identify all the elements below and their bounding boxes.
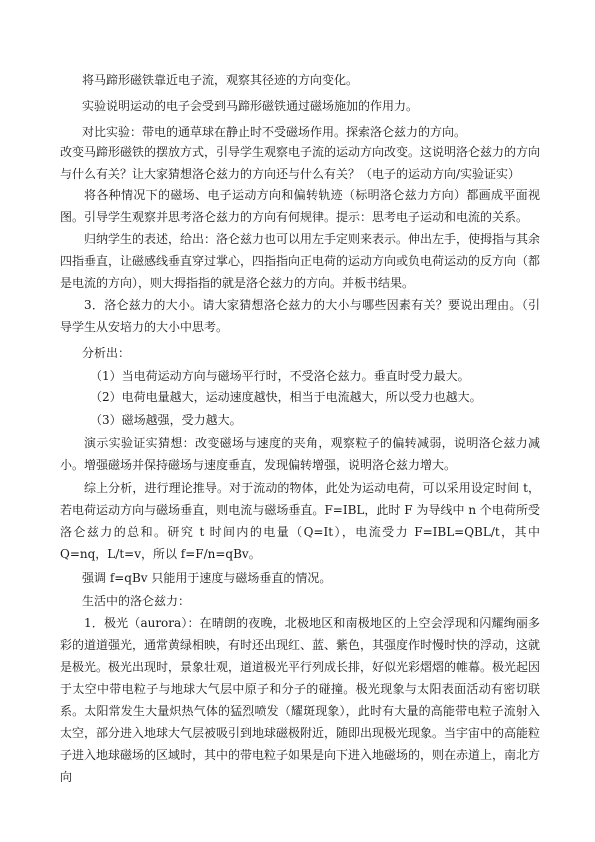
paragraph-8: 分析出：	[82, 346, 131, 360]
paragraph-10: （2）电荷电量越大，运动速度越快，相当于电流越大，所以受力也越大。	[90, 390, 482, 404]
paragraph-11: （3）磁场越强，受力越大。	[90, 413, 242, 427]
paragraph-3: 对比实验：带电的通草球在静止时不受磁场作用。探索洛仑兹力的方向。	[82, 125, 467, 139]
paragraph-12: 演示实验证实猜想：改变磁场与速度的夹角，观察粒子的偏转减弱，说明洛仑兹力减小。增强磁场并保持磁场与速度垂直，发现偏转增强，说明洛仑兹力增大。	[60, 436, 540, 472]
paragraph-2: 实验说明运动的电子会受到马蹄形磁铁通过磁场施加的作用力。	[82, 99, 419, 113]
paragraph-15: 生活中的洛仑兹力：	[82, 594, 191, 608]
paragraph-14: 强调 f=qBv 只能用于速度与磁场垂直的情况。	[82, 571, 332, 585]
paragraph-4: 改变马蹄形磁铁的摆放方式，引导学生观察电子流的运动方向改变。这说明洛仑兹力的方向与什么有关？让大家猜想洛仑兹力的方向还与什么有关？（电子的运动方向/实验证实）	[60, 145, 541, 181]
paragraph-7: 3．洛仑兹力的大小。请大家猜想洛仑兹力的大小与哪些因素有关？要说出理由。（引导学生从安培力的大小中思考。	[60, 298, 540, 334]
paragraph-16: 1．极光（aurora）：在晴朗的夜晚，北极地区和南极地区的上空会浮现和闪耀绚丽多彩的道道强光，通常黄绿相映，有时还出现红、蓝、紫色，其强度作时慢时快的浮动，这就是极光。极光出现时，景象壮观，道道极光平行列成长排，好似光彩熠熠的帷幕。极光起因于太空中带电粒子与地球大气层中原子和分子的碰撞。极光现象与太阳表面活动有密切联系。太阳常发生大量炽热气体的猛烈喷发（耀斑现象），此时有大量的高能带电粒子流射入太空，部分进入地球大气层被吸引到地球磁极附近，随即出现极光现象。当宇宙中的高能粒子进入地球磁场的区域时，其中的带电粒子如果是向下进入地磁场的，则在赤道上，南北方向	[60, 616, 541, 784]
paragraph-13: 综上分析，进行理论推导。对于流动的物体，此处为运动电荷，可以采用设定时间 t，若电荷运动方向与磁场垂直，则电流与磁场垂直。F=IBL，此时 F 为导线中 n 个电荷所受洛仑兹力的总和。研究 t 时间内的电量（Q=It），电流受力 F=IBL=QBL/t，其中 Q=nq，L/t=v，所以 f=F/n=qBv。	[60, 481, 540, 561]
paragraph-9: （1）当电荷运动方向与磁场平行时，不受洛仑兹力。垂直时受力最大。	[90, 369, 470, 383]
paragraph-5: 将各种情况下的磁场、电子运动方向和偏转轨迹（标明洛仑兹力方向）都画成平面视图。引导学生观察并思考洛仑兹力的方向有何规律。提示：思考电子运动和电流的关系。	[60, 188, 540, 224]
paragraph-1: 将马蹄形磁铁靠近电子流，观察其径迹的方向变化。	[82, 73, 359, 87]
paragraph-6: 归纳学生的表述，给出：洛仑兹力也可以用左手定则来表示。伸出左手，使拇指与其余四指垂直，让磁感线垂直穿过掌心，四指指向正电荷的运动方向或负电荷运动的反方向（都是电流的方向），则大拇指指的就是洛仑兹力的方向。并板书结果。	[60, 232, 541, 290]
